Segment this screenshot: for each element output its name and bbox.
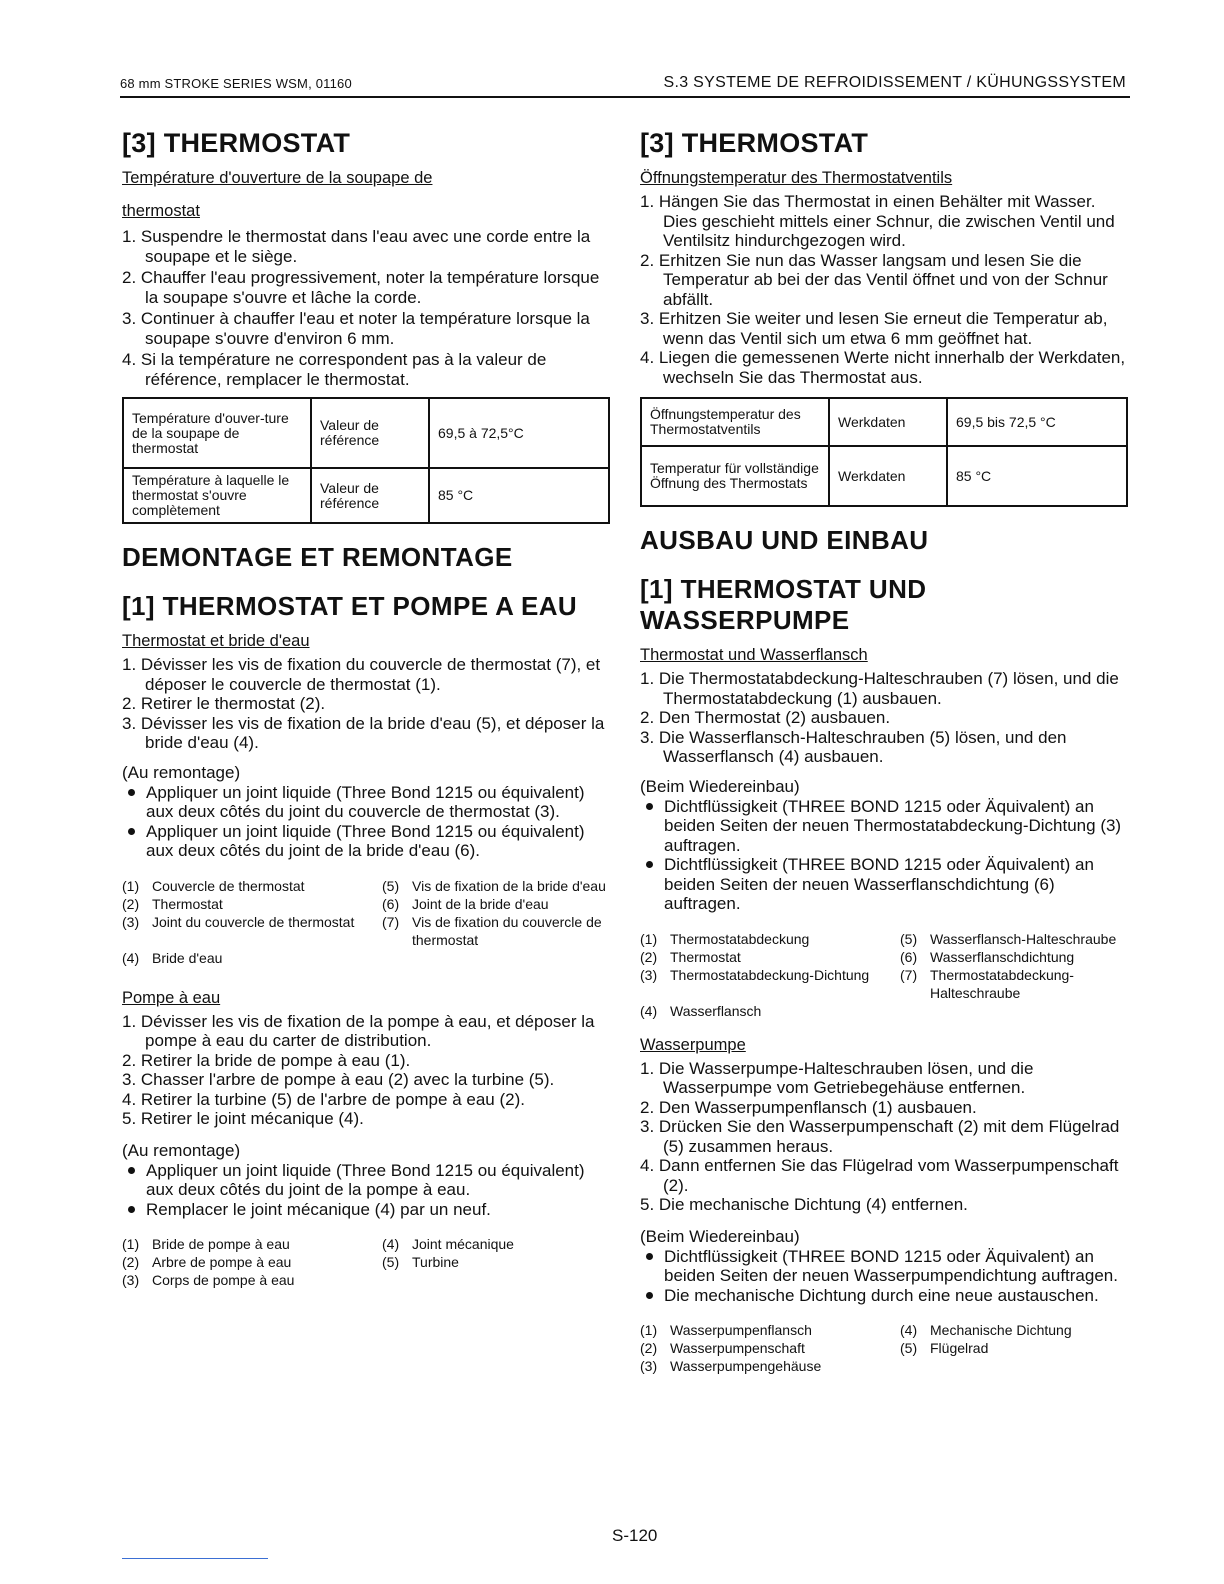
table-cell: Werkdaten bbox=[829, 446, 947, 506]
legend-text: Thermostat bbox=[152, 895, 223, 912]
table-cell: 69,5 bis 72,5 °C bbox=[947, 398, 1127, 446]
legend-bride-fr bbox=[122, 877, 612, 967]
legend-text: Vis de fixation du couvercle de thermostat bbox=[412, 913, 602, 948]
legend-number: (4) bbox=[640, 1002, 658, 1019]
legend-item bbox=[640, 1002, 900, 1020]
einbau-label: (Beim Wiedereinbau) bbox=[640, 1226, 800, 1246]
list-item bbox=[122, 783, 612, 822]
table-cell: Température d'ouver-ture de la soupape de thermostat bbox=[123, 398, 311, 468]
list-item bbox=[640, 1286, 1130, 1306]
legend-text: Turbine bbox=[412, 1254, 459, 1270]
table-cell: Öffnungstemperatur des Thermostatventils bbox=[641, 398, 829, 446]
list-item: 3. Dévisser les vis de fixation de la bride d'eau (5), et déposer la bride d'eau (4). bbox=[122, 713, 605, 752]
legend-item bbox=[640, 1321, 900, 1339]
remontage-label: (Au remontage) bbox=[122, 1140, 241, 1160]
bullet-icon bbox=[128, 789, 135, 796]
legend-item bbox=[122, 1271, 382, 1289]
demontage-heading: DEMONTAGE ET REMONTAGE bbox=[122, 542, 513, 572]
legend-number: (2) bbox=[122, 895, 140, 912]
legend-number: (3) bbox=[640, 1358, 658, 1374]
list-item: 2. Den Wasserpumpenflansch (1) ausbauen. bbox=[640, 1097, 977, 1117]
legend-number: (5) bbox=[900, 1340, 918, 1356]
legend-item bbox=[122, 895, 382, 913]
bullet-icon bbox=[646, 1292, 653, 1299]
subhead-bride-fr: Thermostat et bride d'eau bbox=[122, 632, 310, 650]
legend-number: (7) bbox=[382, 913, 400, 930]
table-cell: 69,5 à 72,5°C bbox=[429, 398, 609, 468]
legend-number: (4) bbox=[900, 1322, 918, 1338]
legend-text: Bride de pompe à eau bbox=[152, 1236, 290, 1252]
list-item: 5. Die mechanische Dichtung (4) entfernen. bbox=[640, 1195, 968, 1214]
list-item: 3. Erhitzen Sie weiter und lesen Sie erneut die Temperatur ab, wenn das Ventil sich um etwa 6 mm geöffnet hat. bbox=[640, 309, 1108, 348]
list-item: 4. Dann entfernen Sie das Flügelrad vom Wasserpumpenschaft (2). bbox=[640, 1156, 1119, 1195]
subhead-opening-temp-fr: Température d'ouverture de la soupape de bbox=[122, 169, 433, 187]
bullet-icon bbox=[646, 803, 653, 810]
legend-text: Wasserpumpenflansch bbox=[670, 1322, 812, 1338]
legend-item bbox=[900, 948, 1130, 966]
list-item bbox=[122, 822, 612, 861]
header-manual-id: 68 mm STROKE SERIES WSM, 01160 bbox=[120, 76, 352, 91]
flansch-bullets-de bbox=[640, 797, 1130, 914]
bullet-text: Appliquer un joint liquide (Three Bond 1215 ou équivalent) aux deux côtés du joint du couvercle de thermostat (3). bbox=[146, 782, 585, 821]
pumpe-bullets-de bbox=[640, 1247, 1130, 1306]
legend-item bbox=[122, 913, 382, 949]
legend-text: Joint de la bride d'eau bbox=[412, 895, 549, 912]
bullet-text: Appliquer un joint liquide (Three Bond 1215 ou équivalent) aux deux côtés du joint de la pompe à eau. bbox=[146, 1160, 585, 1199]
table-cell: Temperatur für vollständige Öffnung des Thermostats bbox=[641, 446, 829, 506]
legend-pompe-fr bbox=[122, 1235, 612, 1289]
list-item: 2. Erhitzen Sie nun das Wasser langsam und lesen Sie die Temperatur ab bei der das Ventil öffnet und von der Schnur abfällt. bbox=[640, 250, 1108, 309]
subhead-thermostat-fr: thermostat bbox=[122, 202, 200, 220]
list-item bbox=[122, 1161, 612, 1200]
legend-number: (7) bbox=[900, 966, 918, 983]
legend-text: Wasserpumpenschaft bbox=[670, 1340, 805, 1356]
list-item bbox=[122, 1200, 612, 1220]
legend-item bbox=[900, 1321, 1130, 1339]
list-item: 3. Die Wasserflansch-Halteschrauben (5) lösen, und den Wasserflansch (4) ausbauen. bbox=[640, 727, 1067, 766]
list-item: 2. Retirer la bride de pompe à eau (1). bbox=[122, 1050, 411, 1070]
thermostat-steps-de bbox=[640, 192, 1130, 387]
legend-number: (3) bbox=[122, 913, 140, 930]
table-row bbox=[123, 468, 609, 523]
legend-number: (1) bbox=[640, 930, 658, 947]
list-item bbox=[640, 797, 1130, 856]
legend-number: (2) bbox=[122, 1254, 140, 1270]
table-cell: 85 °C bbox=[947, 446, 1127, 506]
legend-number: (5) bbox=[900, 930, 918, 947]
thermostat-steps-fr bbox=[122, 227, 612, 389]
list-item: 2. Den Thermostat (2) ausbauen. bbox=[640, 708, 891, 727]
legend-number: (4) bbox=[382, 1236, 400, 1252]
subhead-opening-temp-de: Öffnungstemperatur des Thermostatventils bbox=[640, 169, 953, 187]
legend-number: (1) bbox=[122, 877, 140, 894]
legend-item bbox=[640, 930, 900, 948]
list-item: 4. Si la température ne correspondent pas à la valeur de référence, remplacer le thermostat. bbox=[122, 350, 547, 389]
list-item bbox=[640, 1247, 1130, 1286]
legend-item bbox=[382, 1235, 612, 1253]
bullet-icon bbox=[128, 1206, 135, 1213]
legend-text: Thermostatabdeckung-Halteschraube bbox=[930, 966, 1074, 1001]
bride-steps-fr bbox=[122, 655, 612, 753]
list-item: 3. Chasser l'arbre de pompe à eau (2) avec la turbine (5). bbox=[122, 1070, 555, 1089]
table-row bbox=[641, 446, 1127, 506]
legend-text: Wasserpumpengehäuse bbox=[670, 1358, 822, 1374]
subhead-pompe-fr: Pompe à eau bbox=[122, 988, 221, 1007]
legend-item bbox=[382, 913, 612, 949]
pumpe-steps-de bbox=[640, 1059, 1130, 1215]
list-item bbox=[640, 855, 1130, 914]
legend-text: Joint du couvercle de thermostat bbox=[152, 913, 355, 930]
legend-item bbox=[900, 966, 1130, 1002]
bullet-icon bbox=[646, 1253, 653, 1260]
legend-number: (1) bbox=[640, 1322, 658, 1338]
legend-text: Joint mécanique bbox=[412, 1236, 514, 1252]
legend-text: Wasserflanschdichtung bbox=[930, 948, 1075, 965]
bullet-text: Dichtflüssigkeit (THREE BOND 1215 oder Äquivalent) an beiden Seiten der neuen Wasserpumpendichtung auftragen. bbox=[664, 1246, 1118, 1285]
legend-pumpe-de bbox=[640, 1321, 1130, 1375]
remontage-label: (Au remontage) bbox=[122, 762, 241, 782]
legend-text: Wasserflansch bbox=[670, 1002, 762, 1019]
legend-number: (5) bbox=[382, 877, 400, 894]
thermostat-pump-heading-de: [1] THERMOSTAT UND WASSERPUMPE bbox=[640, 574, 927, 635]
list-item: 1. Dévisser les vis de fixation du couvercle de thermostat (7), et déposer le couvercle de thermostat (1). bbox=[122, 655, 601, 694]
legend-item bbox=[122, 877, 382, 895]
list-item: 5. Retirer le joint mécanique (4). bbox=[122, 1109, 364, 1128]
ausbau-heading: AUSBAU UND EINBAU bbox=[640, 525, 929, 555]
table-cell: Température à laquelle le thermostat s'ouvre complètement bbox=[123, 468, 311, 523]
page-header bbox=[120, 74, 1130, 98]
legend-text: Flügelrad bbox=[930, 1340, 989, 1356]
legend-item bbox=[382, 895, 612, 913]
pompe-bullets-fr bbox=[122, 1161, 612, 1220]
legend-text: Wasserflansch-Halteschraube bbox=[930, 930, 1117, 947]
legend-item bbox=[122, 1253, 382, 1271]
list-item: 2. Retirer le thermostat (2). bbox=[122, 694, 326, 713]
legend-number: (3) bbox=[122, 1272, 140, 1288]
legend-text: Vis de fixation de la bride d'eau bbox=[412, 877, 606, 894]
legend-number: (2) bbox=[640, 1340, 658, 1356]
einbau-label: (Beim Wiedereinbau) bbox=[640, 776, 800, 796]
legend-item bbox=[900, 930, 1130, 948]
legend-number: (2) bbox=[640, 948, 658, 965]
list-item: 1. Die Thermostatabdeckung-Halteschrauben (7) lösen, und die Thermostatabdeckung (1) ausbauen. bbox=[640, 669, 1119, 708]
list-item: 3. Drücken Sie den Wasserpumpenschaft (2) mit dem Flügelrad (5) zusammen heraus. bbox=[640, 1117, 1120, 1156]
bullet-icon bbox=[128, 828, 135, 835]
list-item: 1. Hängen Sie das Thermostat in einen Behälter mit Wasser. Dies geschieht mittels einer Schnur, die zwischen Ventil und Ventilsitz hindurchgezogen wird. bbox=[640, 192, 1115, 250]
legend-number: (4) bbox=[122, 949, 140, 966]
legend-item bbox=[382, 1253, 612, 1271]
bullet-icon bbox=[646, 861, 653, 868]
bullet-text: Dichtflüssigkeit (THREE BOND 1215 oder Äquivalent) an beiden Seiten der neuen Wasserflanschdichtung (6) auftragen. bbox=[664, 855, 1094, 913]
legend-item bbox=[640, 966, 900, 1002]
subhead-flansch-de: Thermostat und Wasserflansch bbox=[640, 646, 868, 664]
bullet-icon bbox=[128, 1167, 135, 1174]
list-item: 2. Chauffer l'eau progressivement, noter la température lorsque la soupape s'ouvre et lâche la corde. bbox=[122, 268, 600, 307]
legend-item bbox=[122, 1235, 382, 1253]
list-item: 4. Liegen die gemessenen Werte nicht innerhalb der Werkdaten, wechseln Sie das Thermostat aus. bbox=[640, 348, 1126, 387]
legend-flansch-de bbox=[640, 930, 1130, 1020]
legend-text: Bride d'eau bbox=[152, 949, 223, 966]
thermostat-heading-fr: [3] THERMOSTAT bbox=[122, 128, 351, 158]
legend-text: Corps de pompe à eau bbox=[152, 1272, 295, 1288]
legend-item bbox=[900, 1339, 1130, 1357]
page-number: S-120 bbox=[612, 1526, 658, 1545]
table-row bbox=[123, 398, 609, 468]
subhead-pumpe-de: Wasserpumpe bbox=[640, 1035, 746, 1054]
table-cell: Valeur de référence bbox=[311, 398, 429, 468]
legend-item bbox=[640, 948, 900, 966]
legend-text: Couvercle de thermostat bbox=[152, 877, 305, 894]
table-cell: Werkdaten bbox=[829, 398, 947, 446]
table-row bbox=[641, 398, 1127, 446]
spec-table-fr bbox=[122, 397, 610, 524]
legend-number: (6) bbox=[382, 895, 400, 912]
legend-number: (1) bbox=[122, 1236, 140, 1252]
list-item: 1. Die Wasserpumpe-Halteschrauben lösen, und die Wasserpumpe vom Getriebegehäuse entfernen. bbox=[640, 1058, 1034, 1097]
flansch-steps-de bbox=[640, 669, 1130, 767]
french-column bbox=[122, 120, 612, 1289]
german-column bbox=[640, 120, 1130, 1375]
table-cell: 85 °C bbox=[429, 468, 609, 523]
legend-item bbox=[640, 1357, 900, 1375]
bullet-text: Remplacer le joint mécanique (4) par un neuf. bbox=[146, 1199, 491, 1219]
list-item: 4. Retirer la turbine (5) de l'arbre de pompe à eau (2). bbox=[122, 1089, 525, 1109]
legend-text: Arbre de pompe à eau bbox=[152, 1254, 292, 1270]
legend-number: (5) bbox=[382, 1254, 400, 1270]
legend-text: Mechanische Dichtung bbox=[930, 1322, 1072, 1338]
legend-text: Thermostat bbox=[670, 948, 741, 965]
legend-item bbox=[640, 1339, 900, 1357]
thermostat-pump-heading-fr: [1] THERMOSTAT ET POMPE A EAU bbox=[122, 591, 578, 621]
bullet-text: Dichtflüssigkeit (THREE BOND 1215 oder Äquivalent) an beiden Seiten der neuen Thermostatabdeckung-Dichtung (3) auftragen. bbox=[664, 796, 1122, 855]
legend-number: (6) bbox=[900, 948, 918, 965]
legend-number: (3) bbox=[640, 966, 658, 983]
thermostat-heading-de: [3] THERMOSTAT bbox=[640, 128, 869, 158]
list-item: 1. Dévisser les vis de fixation de la pompe à eau, et déposer la pompe à eau du carter de distribution. bbox=[122, 1011, 595, 1050]
header-section-title: S.3 SYSTEME DE REFROIDISSEMENT / KÜHUNGSSYSTEM bbox=[663, 74, 1126, 91]
table-cell: Valeur de référence bbox=[311, 468, 429, 523]
list-item: 3. Continuer à chauffer l'eau et noter la température lorsque la soupape s'ouvre d'environ 6 mm. bbox=[122, 309, 590, 348]
decorative-line bbox=[122, 1558, 268, 1559]
list-item: 1. Suspendre le thermostat dans l'eau avec une corde entre la soupape et le siège. bbox=[122, 227, 591, 266]
spec-table-de bbox=[640, 397, 1128, 507]
bullet-text: Die mechanische Dichtung durch eine neue austauschen. bbox=[664, 1285, 1099, 1305]
legend-item bbox=[122, 949, 382, 967]
legend-text: Thermostatabdeckung-Dichtung bbox=[670, 966, 870, 983]
legend-text: Thermostatabdeckung bbox=[670, 930, 810, 947]
legend-item bbox=[382, 877, 612, 895]
bride-bullets-fr bbox=[122, 783, 612, 861]
pompe-steps-fr bbox=[122, 1012, 612, 1129]
bullet-text: Appliquer un joint liquide (Three Bond 1215 ou équivalent) aux deux côtés du joint de la bride d'eau (6). bbox=[146, 821, 585, 860]
